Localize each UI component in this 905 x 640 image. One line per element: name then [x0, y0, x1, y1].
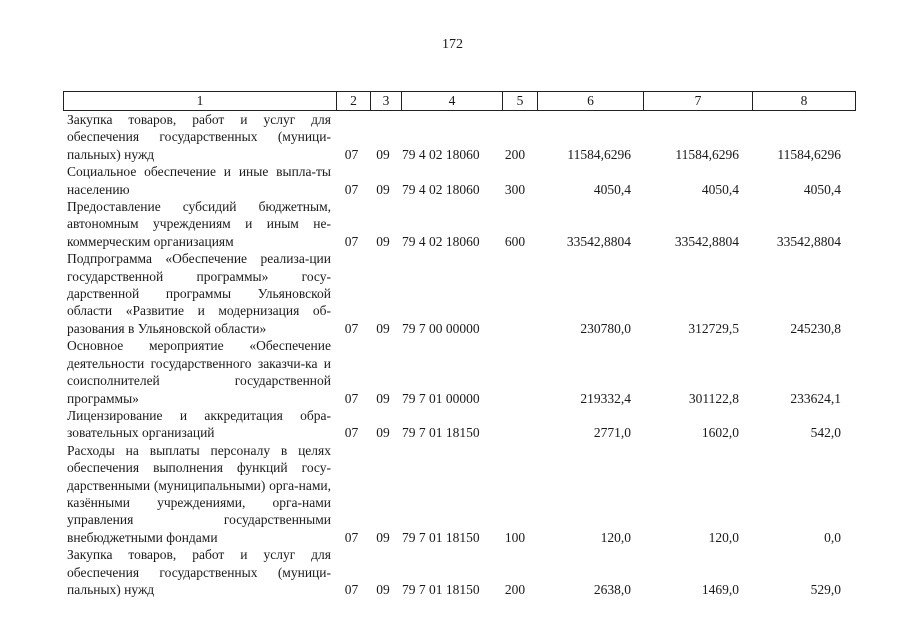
row-section: 07 [344, 320, 359, 336]
page-number: 172 [442, 37, 463, 52]
header-cell-5: 5 [503, 92, 538, 111]
row-amount-col8: 33542,8804 [776, 233, 841, 249]
row-amount-col7: 33542,8804 [674, 233, 739, 249]
table-row [63, 407, 847, 442]
row-amount-col6: 2771,0 [593, 425, 631, 441]
table-row [63, 546, 847, 598]
row-subsection: 09 [376, 581, 390, 597]
row-subsection: 09 [376, 425, 390, 441]
row-subsection: 09 [376, 529, 390, 545]
row-section: 07 [344, 581, 359, 597]
table-row [63, 442, 847, 546]
table-header [63, 91, 856, 111]
row-amount-col7: 120,0 [708, 529, 739, 545]
table-row [63, 198, 847, 250]
row-section: 07 [344, 233, 359, 249]
row-amount-col8: 245230,8 [790, 320, 841, 336]
row-section: 07 [344, 146, 359, 162]
row-target-code: 79 4 02 18060 [402, 146, 480, 162]
row-amount-col6: 11584,6296 [567, 146, 631, 162]
row-amount-col7: 312729,5 [688, 320, 739, 336]
row-amount-col8: 233624,1 [790, 390, 841, 406]
header-cell-1: 1 [64, 92, 337, 111]
row-name: Расходы на выплаты персоналу в целях обеспечения выполнения функций госу-дарственными (муниципальными) орга-нами, казёнными учреждениями, орга-нами управления государственными внебюджетными фондами [67, 442, 331, 545]
row-amount-col8: 529,0 [810, 581, 841, 597]
row-amount-col7: 11584,6296 [675, 146, 739, 162]
row-amount-col6: 4050,4 [593, 181, 631, 197]
header-cell-2: 2 [337, 92, 371, 111]
row-subsection: 09 [376, 146, 390, 162]
row-expense-type [498, 250, 532, 337]
row-amount-col8: 0,0 [824, 529, 841, 545]
row-amount-col6: 120,0 [600, 529, 631, 545]
row-name: Закупка товаров, работ и услуг для обеспечения государственных (муници-пальных) нужд [67, 547, 331, 597]
row-expense-type [498, 337, 532, 407]
header-cell-7: 7 [644, 92, 753, 111]
row-section: 07 [344, 181, 359, 197]
table-row [63, 163, 847, 198]
row-target-code: 79 4 02 18060 [402, 233, 480, 249]
table-row [63, 250, 847, 337]
row-amount-col7: 301122,8 [688, 390, 739, 406]
row-amount-col7: 1469,0 [701, 581, 739, 597]
row-target-code: 79 7 01 00000 [402, 390, 480, 406]
row-subsection: 09 [376, 320, 390, 336]
row-subsection: 09 [376, 390, 390, 406]
row-expense-type: 300 [504, 181, 526, 197]
row-section: 07 [344, 425, 359, 441]
row-amount-col8: 542,0 [810, 425, 841, 441]
row-amount-col7: 1602,0 [701, 425, 739, 441]
row-target-code: 79 7 01 18150 [402, 425, 480, 441]
row-amount-col6: 219332,4 [580, 390, 631, 406]
row-name: Подпрограмма «Обеспечение реализа-ции государственной программы» госу-дарственной программы Ульяновской области «Развитие и модернизация об-разования в Ульяновской области» [67, 251, 331, 336]
header-row [64, 92, 856, 111]
row-amount-col6: 230780,0 [580, 320, 631, 336]
row-amount-col8: 11584,6296 [777, 146, 841, 162]
row-expense-type: 200 [504, 146, 526, 162]
table-row [63, 337, 847, 407]
row-expense-type: 100 [504, 529, 526, 545]
header-cell-8: 8 [753, 92, 856, 111]
header-cell-6: 6 [538, 92, 644, 111]
row-amount-col6: 33542,8804 [566, 233, 631, 249]
row-target-code: 79 7 00 00000 [402, 320, 480, 336]
row-subsection: 09 [376, 181, 390, 197]
row-expense-type: 600 [504, 233, 526, 249]
row-target-code: 79 4 02 18060 [402, 181, 480, 197]
row-amount-col7: 4050,4 [701, 181, 739, 197]
row-amount-col6: 2638,0 [593, 581, 631, 597]
header-cell-4: 4 [402, 92, 503, 111]
row-subsection: 09 [376, 233, 390, 249]
row-name: Основное мероприятие «Обеспечение деятельности государственного заказчи-ка и соисполнителей государственной программы» [67, 338, 331, 406]
row-amount-col8: 4050,4 [803, 181, 841, 197]
budget-table [63, 111, 847, 598]
header-cell-3: 3 [371, 92, 402, 111]
table-row [63, 111, 847, 163]
row-target-code: 79 7 01 18150 [402, 581, 480, 597]
row-expense-type: 200 [504, 581, 526, 597]
row-name: Закупка товаров, работ и услуг для обеспечения государственных (муници-пальных) нужд [67, 112, 331, 162]
row-name: Лицензирование и аккредитация обра-зовательных организаций [67, 407, 331, 441]
row-name: Социальное обеспечение и иные выпла-ты населению [67, 164, 331, 197]
row-section: 07 [344, 529, 359, 545]
row-section: 07 [344, 390, 359, 406]
row-target-code: 79 7 01 18150 [402, 529, 480, 545]
row-expense-type [498, 407, 532, 442]
row-name: Предоставление субсидий бюджетным, автономным учреждениям и иным не-коммерческим организациям [67, 199, 331, 249]
